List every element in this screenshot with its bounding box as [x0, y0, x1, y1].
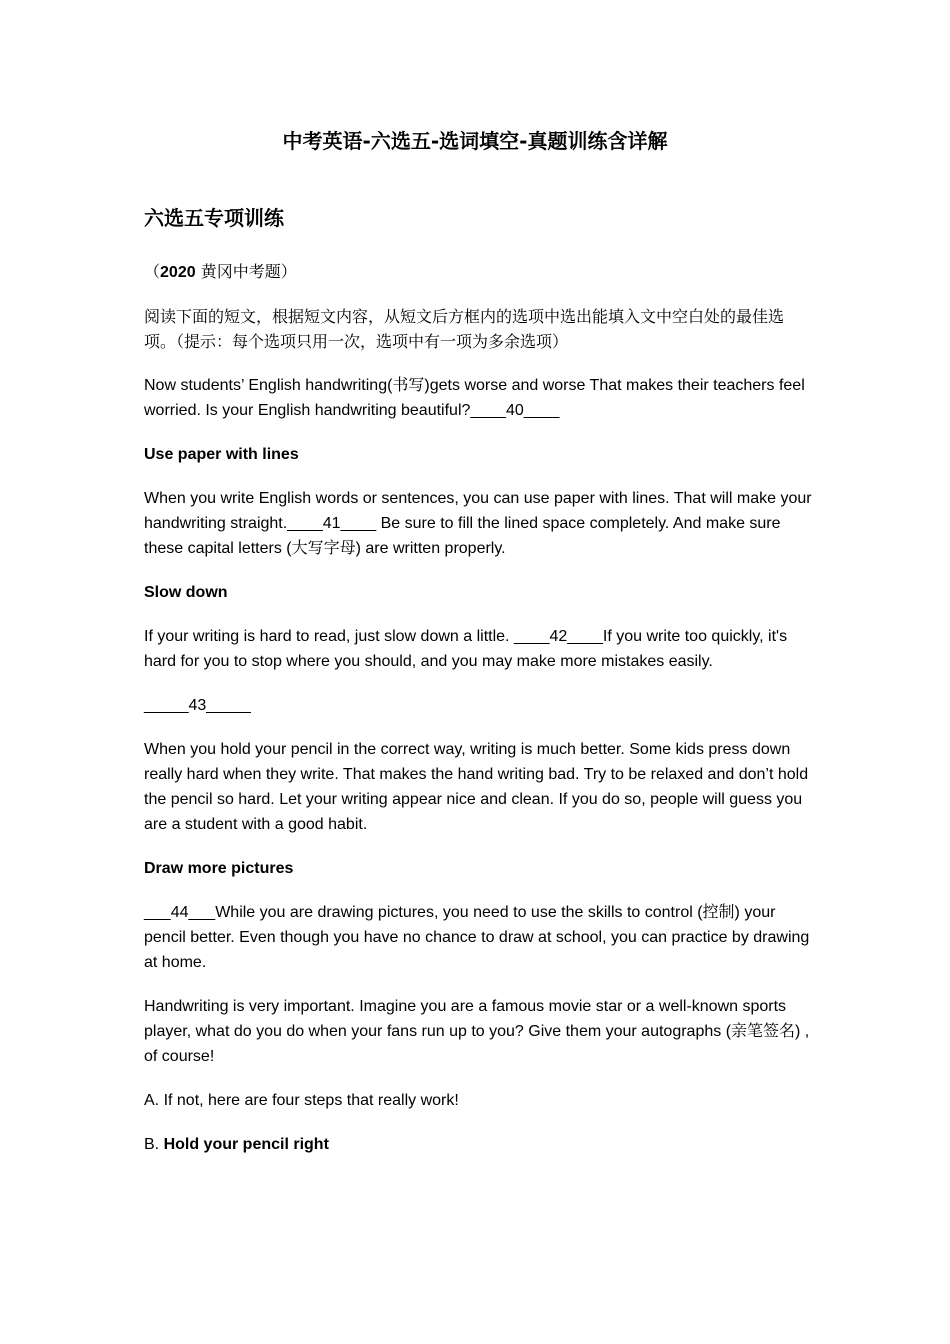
passage-paragraph-4: ___44___While you are drawing pictures, you need to use the skills to control (控制) your pencil better. Even though you have no chance to draw at school, you can practice by drawing at home.: [144, 904, 810, 971]
option-b-letter: B.: [144, 1136, 164, 1153]
passage-paragraph-2: If your writing is hard to read, just slow down a little. ____42____If you write too quickly, it's hard for you to stop where you should, and you may make more mistakes easily.: [144, 628, 788, 670]
passage-paragraph-3: When you hold your pencil in the correct way, writing is much better. Some kids press down really hard when they write. That makes the hand writing bad. Try to be relaxed and don’t hold the pencil so hard. Let your writing appear nice and clean. If you do so, people will guess you are a student with a good habit.: [144, 741, 809, 833]
option-b-text: Hold your pencil right: [163, 1136, 329, 1153]
section-heading: 六选五专项训练: [144, 206, 284, 230]
blank-43: _____43_____: [144, 697, 251, 714]
instructions: 阅读下面的短文，根据短文内容，从短文后方框内的选项中选出能填入文中空白处的最佳选项。（提示：每个选项只用一次，选项中有一项为多余选项）: [144, 307, 785, 351]
passage-heading-draw-pictures: Draw more pictures: [144, 860, 294, 877]
option-a: A. If not, here are four steps that really work!: [144, 1092, 459, 1109]
document-title: 中考英语-六选五-选词填空-真题训练含详解: [282, 129, 668, 153]
passage-paragraph-5: Handwriting is very important. Imagine you are a famous movie star or a well-known sports player, what do you do when your fans run up to you? Give them your autographs (亲笔签名) , of course!: [144, 998, 810, 1065]
source-open: （: [144, 262, 161, 281]
passage-heading-slow-down: Slow down: [144, 584, 228, 601]
source-rest: 黄冈中考题）: [200, 262, 297, 281]
source-line: [144, 259, 812, 285]
document-body: [144, 204, 812, 1176]
option-b: [144, 1132, 812, 1157]
source-year: 2020: [160, 264, 196, 281]
passage-paragraph-1: When you write English words or sentences, you can use paper with lines. That will make your handwriting straight.____41____ Be sure to fill the lined space completely. And make sure these capital letters (大写字母) are written properly.: [144, 490, 812, 557]
passage-heading-paper-lines: Use paper with lines: [144, 446, 299, 463]
passage-intro: Now students’ English handwriting(书写)gets worse and worse That makes their teachers feel worried. Is your English handwriting beautiful?____40____: [144, 377, 805, 419]
